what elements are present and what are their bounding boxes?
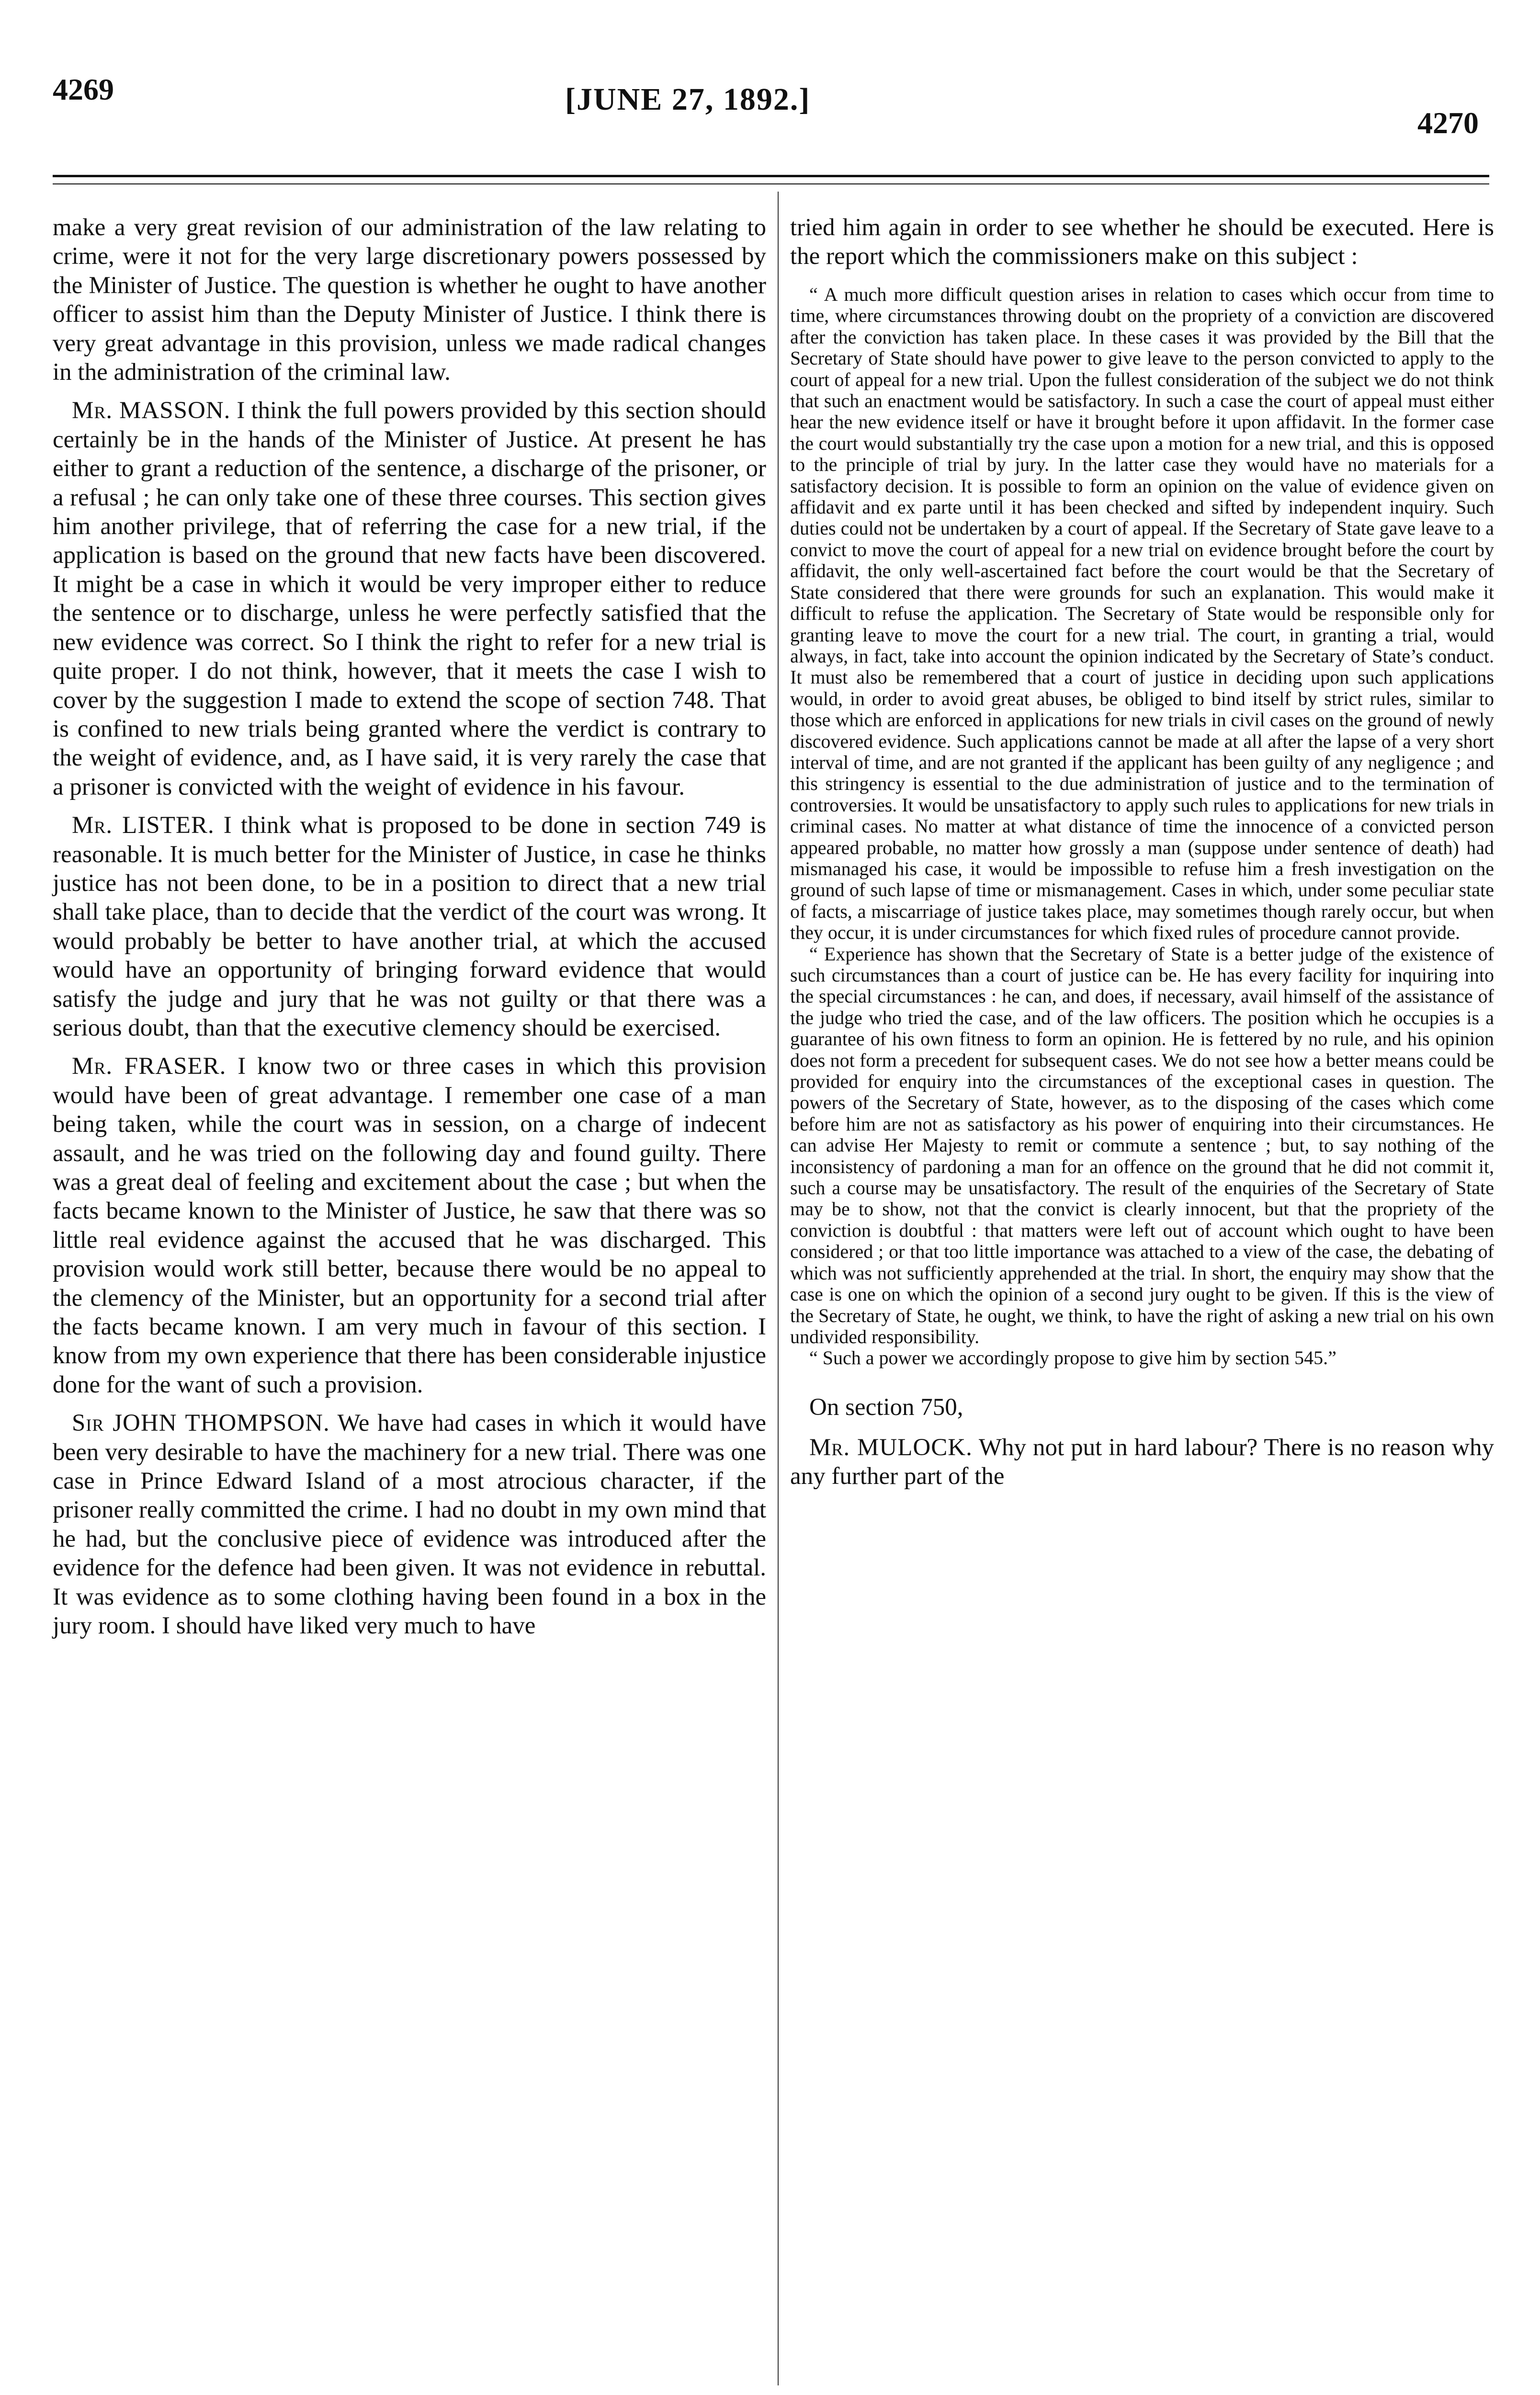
speech-lister [53, 811, 766, 1042]
commissioners-report-quote-2: “ Experience has shown that the Secretary of State is a better judge of the existence of such circumstances than a court of justice can be. He has every facility for inquiring into the special circumstances : he can, and does, if necessary, avail himself of the assistance of the judge who tried the case, and of the law officers. The position which he occupies is a guarantee of his own fitness to form an opinion. He is fettered by no rule, and his opinion does not form a precedent for subsequent cases. We do not see how a better means could be provided for enquiry into the circumstances of the exceptional cases in question. The powers of the Secretary of State, however, as to the disposing of the cases which come before him are not as satisfactory as his power of enquiring into their circumstances. He can advise Her Majesty to remit or commute a sentence ; but, to say nothing of the inconsistency of pardoning a man for an offence on the ground that he did not commit it, such a course may be unsatisfactory. The result of the enquiries of the Secretary of State may be to show, not that the convict is clearly innocent, but that the propriety of the conviction is doubtful : that matters were left out of account which ought to have been considered ; or that too little importance was attached to a view of the case, the debating of which was not sufficiently apprehended at the trial. In short, the enquiry may show that the case is one on which the opinion of a second jury ought to be given. If this is the view of the Secretary of State, he ought, we think, to have the right of asking a new trial on his own undivided responsibility. [790, 943, 1494, 1347]
page-number-left: 4269 [53, 72, 114, 106]
column-divider [778, 192, 779, 2385]
speaker-name: Mr. FRASER. [72, 1053, 226, 1080]
speech-fraser [53, 1052, 766, 1399]
speech-text: I think the full powers provided by this section should certainly be in the hands of the Minister of Justice. At present he has either to grant a reduction of the sentence, a discharge of the prisoner, or a refusal ; he can only take one of these three courses. This section gives him another privilege, that of referring the case for a new trial, if the application is based on the ground that new facts have been discovered. It might be a case in which it would be very improper either to reduce the sentence or to discharge, unless he were perfectly satisfied that the new evidence was correct. So I think the right to refer for a new trial is quite proper. I do not think, however, that it meets the case I wish to cover by the suggestion I made to extend the scope of section 748. That is confined to new trials being granted where the verdict is contrary to the weight of evidence, and, as I have said, it is very rarely the case that a prisoner is convicted with the weight of evidence in his favour. [53, 397, 766, 800]
speaker-name: Mr. LISTER. [72, 812, 215, 839]
speech-mulock [790, 1433, 1494, 1491]
commissioners-report-quote-3: “ Such a power we accordingly propose to give him by section 545.” [809, 1347, 1336, 1369]
right-column [790, 213, 1494, 1491]
header-rule-thick [53, 175, 1489, 177]
speech-text: I know two or three cases in which this provision would have been of great advantage. I remember one case of a man being taken, while the court was in session, on a charge of indecent assault, and he was tried on the following day and found guilty. There was a great deal of feeling and excitement about the case ; but when the facts became known to the Minister of Justice, he saw that there was so little real evidence against the accused that he was discharged. This provision would work still better, because there would be no appeal to the clemency of the Minister, but an opportunity for a second trial after the facts became known. I am very much in favour of this section. I know from my own experience that there has been considerable injustice done for the want of such a provision. [53, 1053, 766, 1398]
commissioners-report-quote-1: “ A much more difficult question arises in relation to cases which occur from time to time, where circumstances throwing doubt on the propriety of a conviction are discovered after the conviction has taken place. In these cases it was provided by the Bill that the Secretary of State should have power to give leave to the person convicted to apply to the court of appeal for a new trial. Upon the fullest consideration of the subject we do not think that such an enactment would be satisfactory. In such a case the court of appeal must either hear the new evidence itself or have it brought before it upon affidavit. In the former case the court would substantially try the case upon a motion for a new trial, and this is opposed to the principle of trial by jury. In the latter case they would have no materials for a satisfactory decision. It is possible to form an opinion on the value of evidence given on affidavit and ex parte until it has been checked and sifted by independent inquiry. Such duties could not be undertaken by a court of appeal. If the Secretary of State gave leave to a convict to move the court of appeal for a new trial on evidence brought before the court by affidavit, the only well-ascertained fact before the court would be that the Secretary of State considered that there were grounds for such an explanation. This would make it difficult to refuse the application. The Secretary of State would be responsible only for granting leave to move the court for a new trial. The court, in granting a trial, would always, in fact, take into account the opinion indicated by the Secretary of State’s conduct. It must also be remembered that a court of justice in deciding upon such applications would, in order to avoid great abuses, be obliged to bind itself by strict rules, similar to those which are enforced in applications for new trials in civil cases on the ground of newly discovered evidence. Such applications cannot be made at all after the lapse of a very short interval of time, and are not granted if the applicant has been guilty of any negligence ; and this stringency is essential to the due administration of justice and to the termination of controversies. It would be unsatisfactory to apply such rules to applications for new trials in criminal cases. No matter at what distance of time the innocence of a convicted person appeared probable, no matter how grossly a man (suppose under sentence of death) had mismanaged his case, it would be impossible to refuse him a fresh investigation on the ground of such lapse of time or mismanagement. Cases in which, under some peculiar state of facts, a miscarriage of justice takes place, may sometimes though rarely occur, but when they occur, it is under circumstances for which fixed rules of procedure cannot provide. [790, 284, 1494, 944]
left-paragraph-continuation: make a very great revision of our administration of the law relating to crime, were it not for the very large discretionary powers possessed by the Minister of Justice. The question is whether he ought to have another officer to assist him than the Deputy Minister of Justice. I think there is very great advantage in this provision, unless we made radical changes in the administration of the criminal law. [53, 214, 766, 386]
section-heading: On section 750, [809, 1393, 963, 1421]
speech-text: I think what is proposed to be done in section 749 is reasonable. It is much better for the Minister of Justice, in case he thinks justice has not been done, to be in a position to direct that a new trial shall take place, than to decide that the verdict of the court was wrong. It would probably be better to have another trial, at which the accused would have an opportunity of bringing forward evidence that would satisfy the judge and jury that he was not guilty or that there was a serious doubt, than that the executive clemency should be exercised. [53, 812, 766, 1041]
speech-text: We have had cases in which it would have been very desirable to have the machinery for a new trial. There was one case in Prince Edward Island of a most atrocious character, if the prisoner really committed the crime. I had no doubt in my own mind that he had, but the conclusive piece of evidence was introduced after the evidence for the defence had been given. It was not evidence in rebuttal. It was evidence as to some clothing having been found in a box in the jury room. I should have liked very much to have [53, 1410, 767, 1640]
speech-text: Why not put in hard labour? There is no reason why any further part of the [790, 1434, 1494, 1490]
speech-thompson [53, 1409, 766, 1640]
page-date: [JUNE 27, 1892.] [565, 82, 811, 117]
speaker-name: Mr. MULOCK. [809, 1434, 973, 1461]
speaker-name: Mr. MASSON. [72, 397, 231, 424]
left-column [53, 213, 766, 1641]
speech-masson [53, 396, 766, 801]
speaker-name: Sir JOHN THOMPSON. [72, 1410, 330, 1437]
right-paragraph-continuation: tried him again in order to see whether he should be executed. Here is the report which the commissioners make on this subject : [790, 214, 1494, 270]
page-header [0, 0, 1540, 158]
header-rule-thin [53, 183, 1489, 184]
page-number-right: 4270 [1417, 106, 1479, 140]
